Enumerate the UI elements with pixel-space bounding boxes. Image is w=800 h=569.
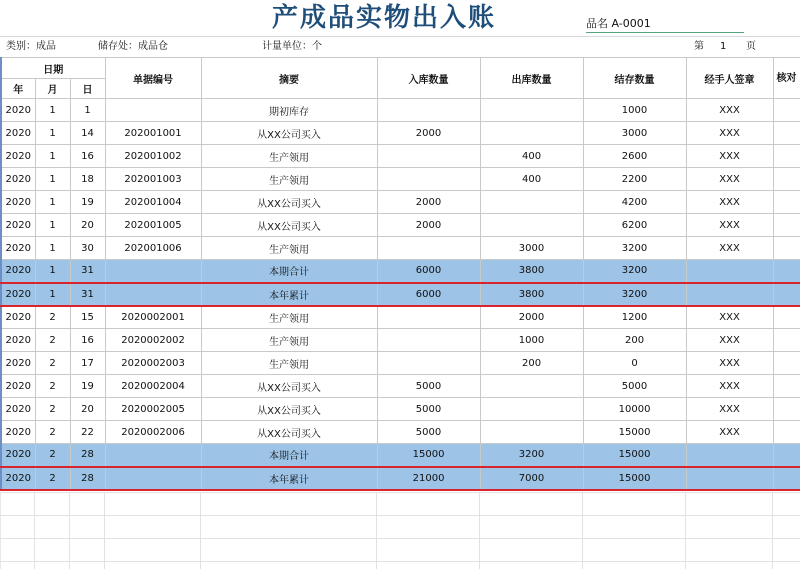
table-row: [1, 352, 800, 375]
cell-doc-no[interactable]: 202001006: [105, 237, 201, 260]
cell-doc-no[interactable]: [105, 283, 201, 306]
cell-handler[interactable]: XXX: [686, 191, 773, 214]
cell-out-qty[interactable]: [480, 421, 583, 444]
grid-line: [200, 492, 201, 569]
cell-in-qty[interactable]: [377, 145, 480, 168]
cell-check[interactable]: [773, 283, 800, 306]
cell-in-qty[interactable]: [377, 306, 480, 329]
cell-doc-no[interactable]: 2020002003: [105, 352, 201, 375]
cell-month[interactable]: 1: [35, 260, 70, 283]
header-month: 月: [35, 79, 70, 99]
cell-summary[interactable]: 生产领用: [201, 306, 377, 329]
cell-handler[interactable]: XXX: [686, 352, 773, 375]
cell-in-qty[interactable]: 6000: [377, 260, 480, 283]
cell-stock-qty[interactable]: 4200: [583, 191, 686, 214]
cell-summary[interactable]: 本年累计: [201, 283, 377, 306]
grid-line: [582, 492, 583, 569]
cell-summary[interactable]: 本年累计: [201, 467, 377, 490]
cell-year[interactable]: 2020: [1, 99, 35, 122]
cell-year[interactable]: 2020: [1, 237, 35, 260]
cell-year[interactable]: 2020: [1, 306, 35, 329]
cell-doc-no[interactable]: 202001005: [105, 214, 201, 237]
cell-month[interactable]: 1: [35, 214, 70, 237]
cell-doc-no[interactable]: 2020002002: [105, 329, 201, 352]
cell-stock-qty[interactable]: 5000: [583, 375, 686, 398]
header-handler: 经手人签章: [686, 58, 773, 99]
ledger-table: [0, 57, 800, 491]
cell-out-qty[interactable]: 400: [480, 145, 583, 168]
header-day: 日: [70, 79, 105, 99]
header-check: 核对: [773, 58, 800, 99]
cell-summary[interactable]: 从XX公司买入: [201, 191, 377, 214]
cell-stock-qty[interactable]: 15000: [583, 444, 686, 467]
cell-stock-qty[interactable]: 3200: [583, 260, 686, 283]
grid-line: [479, 492, 480, 569]
cell-check[interactable]: [773, 398, 800, 421]
cell-check[interactable]: [773, 375, 800, 398]
cell-summary[interactable]: 生产领用: [201, 352, 377, 375]
header-out-qty: 出库数量: [480, 58, 583, 99]
cell-stock-qty[interactable]: 3200: [583, 283, 686, 306]
cell-handler[interactable]: [686, 283, 773, 306]
cell-day[interactable]: 28: [70, 444, 105, 467]
cell-day[interactable]: 20: [70, 214, 105, 237]
cell-month[interactable]: 2: [35, 352, 70, 375]
cell-handler[interactable]: XXX: [686, 375, 773, 398]
cell-out-qty[interactable]: 200: [480, 352, 583, 375]
cell-year[interactable]: 2020: [1, 421, 35, 444]
cell-stock-qty[interactable]: 10000: [583, 398, 686, 421]
cell-year[interactable]: 2020: [1, 168, 35, 191]
cell-out-qty[interactable]: [480, 214, 583, 237]
table-row: [1, 283, 800, 306]
cell-doc-no[interactable]: [105, 99, 201, 122]
cell-out-qty[interactable]: [480, 191, 583, 214]
cell-summary[interactable]: 本期合计: [201, 444, 377, 467]
cell-summary[interactable]: 从XX公司买入: [201, 375, 377, 398]
cell-handler[interactable]: XXX: [686, 398, 773, 421]
cell-day[interactable]: 1: [70, 99, 105, 122]
cell-check[interactable]: [773, 329, 800, 352]
cell-month[interactable]: 2: [35, 421, 70, 444]
cell-handler[interactable]: [686, 260, 773, 283]
table-row: [1, 237, 800, 260]
cell-out-qty[interactable]: [480, 398, 583, 421]
cell-year[interactable]: 2020: [1, 375, 35, 398]
cell-year[interactable]: 2020: [1, 283, 35, 306]
cell-doc-no[interactable]: 2020002005: [105, 398, 201, 421]
table-row: [1, 329, 800, 352]
grid-line: [772, 492, 773, 569]
cell-year[interactable]: 2020: [1, 260, 35, 283]
cell-handler[interactable]: [686, 467, 773, 490]
cell-summary[interactable]: 从XX公司买入: [201, 214, 377, 237]
category-label: 类别：成品: [6, 41, 56, 52]
cell-check[interactable]: [773, 444, 800, 467]
cell-day[interactable]: 16: [70, 329, 105, 352]
cell-day[interactable]: 17: [70, 352, 105, 375]
cell-stock-qty[interactable]: 15000: [583, 421, 686, 444]
cell-in-qty[interactable]: 15000: [377, 444, 480, 467]
cell-in-qty[interactable]: 2000: [377, 214, 480, 237]
cell-summary[interactable]: 期初库存: [201, 99, 377, 122]
table-row: [1, 444, 800, 467]
cell-year[interactable]: 2020: [1, 467, 35, 490]
table-row: [1, 122, 800, 145]
cell-handler[interactable]: [686, 444, 773, 467]
grid-line: [685, 492, 686, 569]
cell-summary[interactable]: 生产领用: [201, 329, 377, 352]
cell-in-qty[interactable]: 5000: [377, 421, 480, 444]
grid-line: [34, 492, 35, 569]
cell-out-qty[interactable]: 3000: [480, 237, 583, 260]
cell-in-qty[interactable]: 2000: [377, 191, 480, 214]
cell-handler[interactable]: XXX: [686, 145, 773, 168]
table-row: [1, 306, 800, 329]
cell-check[interactable]: [773, 352, 800, 375]
cell-summary[interactable]: 生产领用: [201, 237, 377, 260]
cell-doc-no[interactable]: 2020002004: [105, 375, 201, 398]
page-number[interactable]: 1: [720, 41, 727, 52]
cell-summary[interactable]: 生产领用: [201, 145, 377, 168]
cell-check[interactable]: [773, 214, 800, 237]
cell-year[interactable]: 2020: [1, 398, 35, 421]
cell-out-qty[interactable]: 3800: [480, 283, 583, 306]
cell-year[interactable]: 2020: [1, 214, 35, 237]
cell-day[interactable]: 28: [70, 467, 105, 490]
header-in-qty: 入库数量: [377, 58, 480, 99]
cell-doc-no[interactable]: [105, 260, 201, 283]
cell-in-qty[interactable]: [377, 168, 480, 191]
unit-label: 计量单位：个: [262, 41, 322, 52]
cell-year[interactable]: 2020: [1, 122, 35, 145]
cell-stock-qty[interactable]: 6200: [583, 214, 686, 237]
cell-year[interactable]: 2020: [1, 352, 35, 375]
grid-line: [104, 492, 105, 569]
cell-summary[interactable]: 从XX公司买入: [201, 398, 377, 421]
cell-day[interactable]: 15: [70, 306, 105, 329]
table-row: [1, 168, 800, 191]
cell-year[interactable]: 2020: [1, 145, 35, 168]
cell-summary[interactable]: 从XX公司买入: [201, 122, 377, 145]
page-prefix: 第: [694, 41, 704, 52]
page-suffix: 页: [746, 41, 756, 52]
storage-label: 储存处：成品仓: [98, 41, 168, 52]
cell-check[interactable]: [773, 260, 800, 283]
cell-stock-qty[interactable]: 2600: [583, 145, 686, 168]
table-row: [1, 99, 800, 122]
cell-month[interactable]: 2: [35, 444, 70, 467]
cell-month[interactable]: 2: [35, 467, 70, 490]
cell-day[interactable]: 31: [70, 283, 105, 306]
cell-handler[interactable]: XXX: [686, 214, 773, 237]
table-row: [1, 467, 800, 490]
cell-stock-qty[interactable]: 3000: [583, 122, 686, 145]
cell-day[interactable]: 18: [70, 168, 105, 191]
cell-out-qty[interactable]: 3200: [480, 444, 583, 467]
cell-check[interactable]: [773, 306, 800, 329]
cell-out-qty[interactable]: [480, 99, 583, 122]
cell-check[interactable]: [773, 191, 800, 214]
cell-day[interactable]: 16: [70, 145, 105, 168]
cell-stock-qty[interactable]: 1200: [583, 306, 686, 329]
cell-month[interactable]: 1: [35, 191, 70, 214]
cell-doc-no[interactable]: 2020002001: [105, 306, 201, 329]
table-row: [1, 260, 800, 283]
cell-out-qty[interactable]: [480, 122, 583, 145]
cell-month[interactable]: 1: [35, 99, 70, 122]
cell-month[interactable]: 2: [35, 398, 70, 421]
header-year: 年: [1, 79, 35, 99]
table-row: [1, 398, 800, 421]
cell-day[interactable]: 14: [70, 122, 105, 145]
cell-in-qty[interactable]: [377, 352, 480, 375]
cell-in-qty[interactable]: 2000: [377, 122, 480, 145]
cell-doc-no[interactable]: [105, 467, 201, 490]
header-date: 日期: [1, 58, 105, 79]
header-doc-no: 单据编号: [105, 58, 201, 99]
cell-year[interactable]: 2020: [1, 329, 35, 352]
cell-stock-qty[interactable]: 1000: [583, 99, 686, 122]
cell-summary[interactable]: 生产领用: [201, 168, 377, 191]
title-bar: [0, 0, 800, 36]
cell-in-qty[interactable]: [377, 99, 480, 122]
cell-doc-no[interactable]: 202001001: [105, 122, 201, 145]
cell-check[interactable]: [773, 421, 800, 444]
cell-doc-no[interactable]: 202001004: [105, 191, 201, 214]
product-name-field[interactable]: 品名 A-0001: [586, 15, 744, 33]
cell-stock-qty[interactable]: 0: [583, 352, 686, 375]
cell-in-qty[interactable]: 6000: [377, 283, 480, 306]
cell-month[interactable]: 1: [35, 168, 70, 191]
cell-doc-no[interactable]: 202001003: [105, 168, 201, 191]
cell-day[interactable]: 19: [70, 191, 105, 214]
cell-handler[interactable]: XXX: [686, 306, 773, 329]
table-row: [1, 375, 800, 398]
cell-year[interactable]: 2020: [1, 191, 35, 214]
cell-check[interactable]: [773, 168, 800, 191]
cell-check[interactable]: [773, 145, 800, 168]
empty-grid: [0, 492, 800, 569]
cell-day[interactable]: 30: [70, 237, 105, 260]
cell-month[interactable]: 2: [35, 375, 70, 398]
cell-summary[interactable]: 从XX公司买入: [201, 421, 377, 444]
cell-summary[interactable]: 本期合计: [201, 260, 377, 283]
cell-month[interactable]: 1: [35, 237, 70, 260]
cell-stock-qty[interactable]: 15000: [583, 467, 686, 490]
cell-doc-no[interactable]: 2020002006: [105, 421, 201, 444]
cell-stock-qty[interactable]: 3200: [583, 237, 686, 260]
cell-out-qty[interactable]: 2000: [480, 306, 583, 329]
cell-day[interactable]: 22: [70, 421, 105, 444]
cell-check[interactable]: [773, 122, 800, 145]
cell-out-qty[interactable]: [480, 375, 583, 398]
grid-line: [69, 492, 70, 569]
cell-check[interactable]: [773, 99, 800, 122]
cell-month[interactable]: 2: [35, 329, 70, 352]
grid-line: [376, 492, 377, 569]
cell-stock-qty[interactable]: 2200: [583, 168, 686, 191]
cell-in-qty[interactable]: 21000: [377, 467, 480, 490]
cell-in-qty[interactable]: 5000: [377, 375, 480, 398]
cell-out-qty[interactable]: 3800: [480, 260, 583, 283]
cell-out-qty[interactable]: 7000: [480, 467, 583, 490]
cell-doc-no[interactable]: [105, 444, 201, 467]
cell-day[interactable]: 20: [70, 398, 105, 421]
ledger-title: 产成品实物出入账: [272, 3, 497, 33]
cell-out-qty[interactable]: 1000: [480, 329, 583, 352]
cell-in-qty[interactable]: 5000: [377, 398, 480, 421]
cell-check[interactable]: [773, 237, 800, 260]
ledger-body: [1, 99, 800, 490]
cell-check[interactable]: [773, 467, 800, 490]
cell-month[interactable]: 1: [35, 122, 70, 145]
cell-month[interactable]: 1: [35, 283, 70, 306]
table-row: [1, 191, 800, 214]
cell-day[interactable]: 31: [70, 260, 105, 283]
header-stock-qty: 结存数量: [583, 58, 686, 99]
table-row: [1, 421, 800, 444]
cell-year[interactable]: 2020: [1, 444, 35, 467]
cell-handler[interactable]: XXX: [686, 329, 773, 352]
ledger-info-row: [0, 36, 800, 58]
cell-handler[interactable]: XXX: [686, 122, 773, 145]
cell-out-qty[interactable]: 400: [480, 168, 583, 191]
cell-month[interactable]: 1: [35, 145, 70, 168]
cell-handler[interactable]: XXX: [686, 237, 773, 260]
cell-handler[interactable]: XXX: [686, 421, 773, 444]
cell-handler[interactable]: XXX: [686, 168, 773, 191]
cell-day[interactable]: 19: [70, 375, 105, 398]
cell-in-qty[interactable]: [377, 329, 480, 352]
table-row: [1, 145, 800, 168]
cell-doc-no[interactable]: 202001002: [105, 145, 201, 168]
table-row: [1, 214, 800, 237]
cell-month[interactable]: 2: [35, 306, 70, 329]
cell-stock-qty[interactable]: 200: [583, 329, 686, 352]
cell-in-qty[interactable]: [377, 237, 480, 260]
header-summary: 摘要: [201, 58, 377, 99]
cell-handler[interactable]: XXX: [686, 99, 773, 122]
